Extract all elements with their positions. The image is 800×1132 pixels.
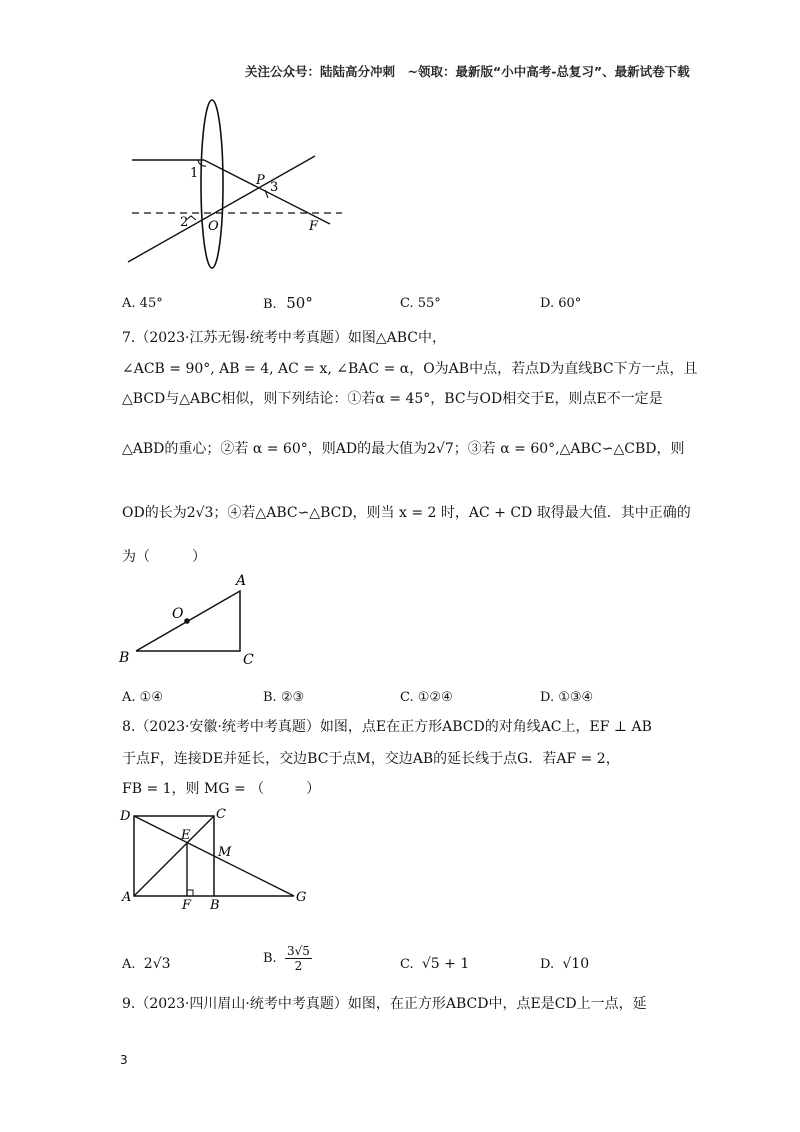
q8-option-d: D. √10: [540, 956, 590, 972]
q8-line-1: 8.（2023·安徽·统考中考真题）如图，点E在正方形ABCD的对角线AC上，EF ⊥ AB: [122, 719, 652, 735]
label-A: A: [122, 890, 132, 905]
q8-option-b: B. $\frac{3√5}{2}$: [263, 944, 310, 973]
label-1: 1: [190, 166, 199, 181]
q8-line-2: 于点F，连接DE并延长，交边BC于点M，交边AB的延长线于点G．若AF = 2，: [122, 751, 620, 767]
q6-option-a: A. 45°: [122, 296, 163, 311]
label-O: O: [172, 606, 184, 622]
label-B: B: [119, 650, 130, 666]
triangle-abc-figure: [116, 572, 266, 668]
label-D: D: [120, 809, 131, 824]
q6-option-d: D. 60°: [540, 296, 582, 311]
label-3: 3: [270, 180, 279, 195]
q7-option-b: B. ②③: [263, 690, 305, 705]
page-header: 关注公众号：陆陆高分冲刺 ~领取：最新版“小中高考-总复习”、最新试卷下载: [245, 64, 690, 79]
fraction-3sqrt5-over-2: $\frac{3√5}{2}$: [286, 944, 310, 973]
q7-option-d: D. ①③④: [540, 690, 594, 705]
q7-line-1: 7.（2023·江苏无锡·统考中考真题）如图△ABC中，: [122, 330, 447, 346]
label-2: 2: [180, 215, 189, 230]
page-number: 3: [120, 1053, 128, 1067]
q6-option-c: C. 55°: [400, 296, 441, 311]
q7-line-5: OD的长为2√3；④若△ABC∽△BCD，则当 x = 2 时，AC + CD 取得最大值．其中正确的: [122, 505, 691, 521]
q8-option-c: C. √5 + 1: [400, 956, 470, 972]
q8-line-3: FB = 1，则 MG = （ ）: [122, 781, 321, 797]
label-F: F: [182, 898, 192, 911]
label-C: C: [216, 807, 226, 822]
lens-diagram: [120, 92, 360, 272]
square-abcd-figure: [118, 806, 328, 911]
diagonal-ac: [134, 816, 214, 896]
q6-option-b: B. 50°: [263, 294, 313, 312]
q7-line-2: ∠ACB = 90°, AB = 4, AC = x, ∠BAC = α，O为AB中点，若点D为直线BC下方一点，且: [122, 361, 698, 377]
label-F: F: [309, 219, 319, 234]
q7-line-6: 为（ ）: [122, 549, 206, 565]
q9-line-1: 9.（2023·四川眉山·统考中考真题）如图，在正方形ABCD中，点E是CD上一点，延: [122, 996, 647, 1012]
q8-option-a: A. 2√3: [122, 956, 171, 972]
q7-option-a: A. ①④: [122, 690, 163, 705]
label-C: C: [243, 652, 254, 668]
q7-line-4: △ABD的重心；②若 α = 60°，则AD的最大值为2√7；③若 α = 60°,△ABC∽△CBD，则: [122, 441, 685, 457]
q7-option-c: C. ①②④: [400, 690, 453, 705]
right-angle-mark: [187, 890, 193, 896]
ray-through-center: [128, 156, 315, 262]
label-P: P: [256, 173, 265, 188]
label-A: A: [236, 573, 247, 589]
label-M: M: [218, 845, 232, 860]
label-B: B: [210, 898, 220, 911]
q7-line-3: △BCD与△ABC相似，则下列结论：①若α = 45°，BC与OD相交于E，则点E不一定是: [122, 391, 663, 407]
label-E: E: [181, 828, 191, 843]
lens-ellipse: [201, 100, 223, 268]
midpoint-o: [184, 618, 190, 624]
label-O: O: [208, 219, 219, 234]
label-G: G: [296, 890, 307, 905]
